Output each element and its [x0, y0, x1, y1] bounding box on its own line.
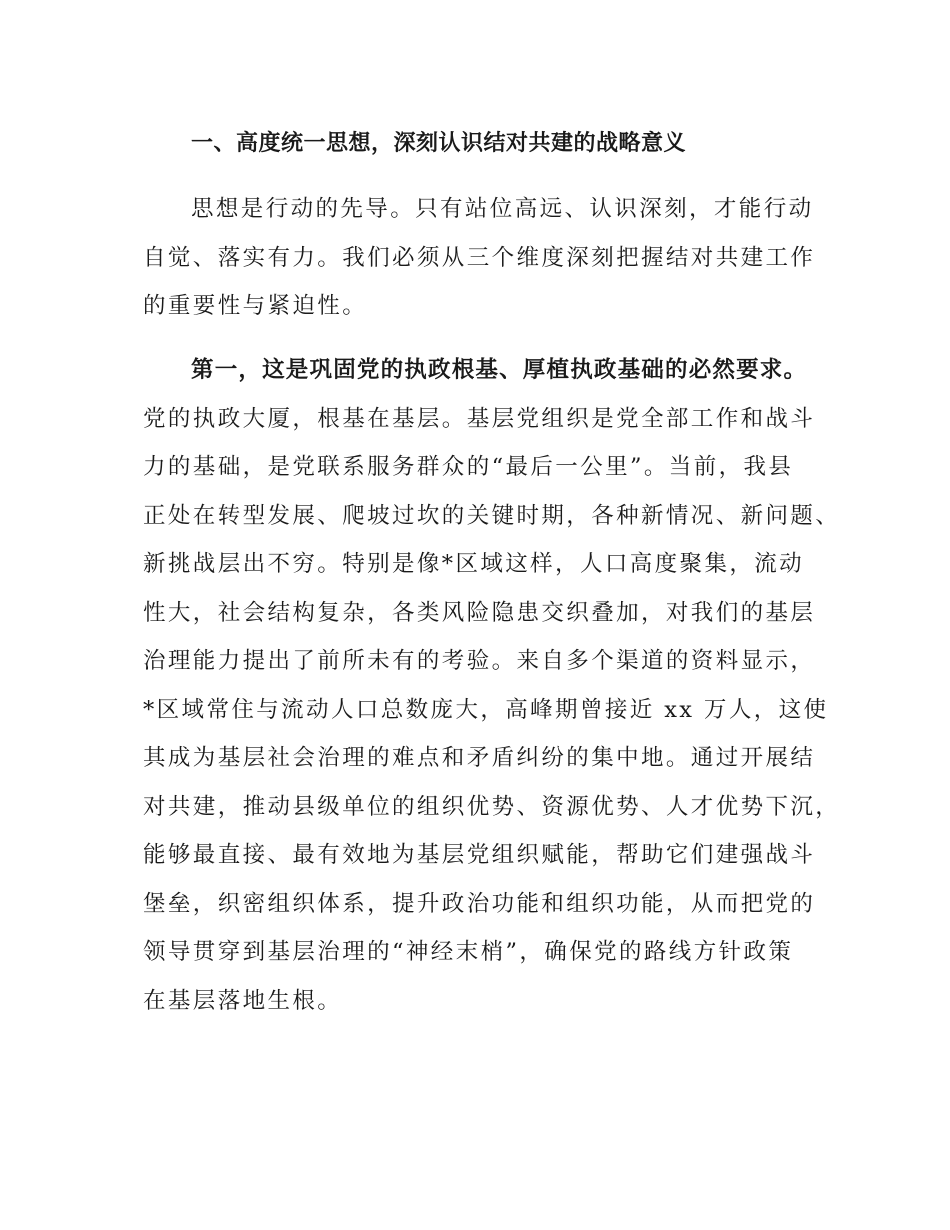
paragraph-line: 领导贯穿到基层治理的“神经末梢”，确保党的路线方针政策 [143, 939, 794, 965]
paragraph-line: 党的执政大厦，根基在基层。基层党组织是党全部工作和战斗 [143, 405, 816, 432]
paragraph-line: 在基层落地生根。 [143, 987, 343, 1014]
paragraph-line: 思想是行动的先导。只有站位高远、认识深刻，才能行动 [191, 196, 814, 222]
paragraph-intro [143, 185, 815, 331]
paragraph-line: 治理能力提出了前所未有的考验。来自多个渠道的资料显示， [143, 648, 816, 674]
section-heading: 一、高度统一思想，深刻认识结对共建的战略意义 [191, 131, 687, 156]
paragraph-line: 其成为基层社会治理的难点和矛盾纠纷的集中地。通过开展结 [143, 745, 816, 771]
paragraph-line: *区域常住与流动人口总数庞大，高峰期曾接近 xx 万人，这使 [143, 696, 829, 723]
paragraph-line: 的重要性与紧迫性。 [143, 293, 368, 319]
paragraph-line: 新挑战层出不穷。特别是像*区域这样，人口高度聚集，流动 [143, 551, 805, 577]
paragraph-first-point [143, 346, 840, 1025]
paragraph-lead-sentence: 第一，这是巩固党的执政根基、厚植执政基础的必然要求。 [191, 357, 808, 383]
paragraph-line: 正处在转型发展、爬坡过坎的关键时期，各种新情况、新问题、 [143, 502, 841, 529]
paragraph-line: 能够最直接、最有效地为基层党组织赋能，帮助它们建强战斗 [143, 842, 816, 868]
paragraph-line: 对共建，推动县级单位的组织优势、资源优势、人才优势下沉， [143, 793, 841, 820]
paragraph-line: 力的基础，是党联系服务群众的“最后一公里”。当前，我县 [143, 454, 794, 480]
paragraph-line: 性大，社会结构复杂，各类风险隐患交织叠加，对我们的基层 [143, 599, 816, 626]
paragraph-line: 堡垒，织密组织体系，提升政治功能和组织功能，从而把党的 [143, 890, 816, 917]
paragraph-line: 自觉、落实有力。我们必须从三个维度深刻把握结对共建工作 [143, 244, 816, 271]
